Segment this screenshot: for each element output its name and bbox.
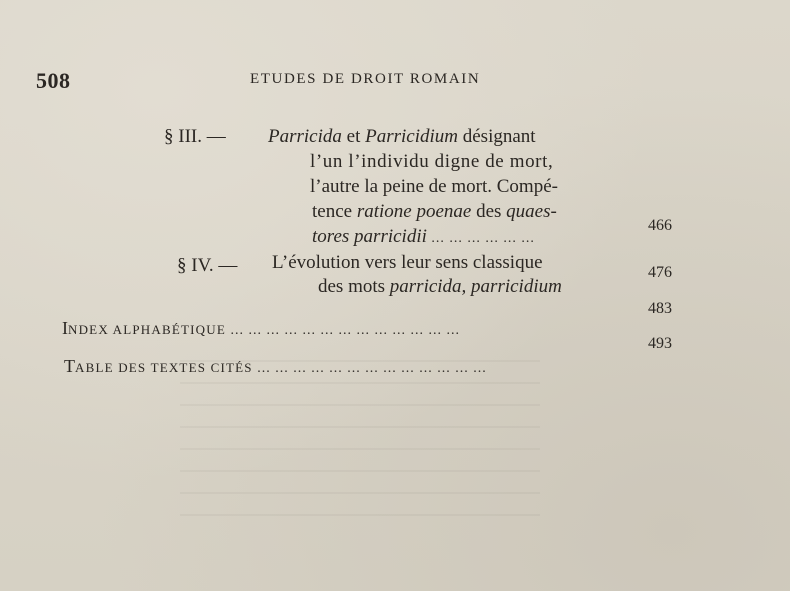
running-head: ETUDES DE DROIT ROMAIN (250, 71, 481, 87)
table-page: 493 (648, 335, 672, 352)
section-iv-line-2: des mots parricida, parricidium (318, 276, 562, 297)
section-iii-line-1: Parricida et Parricidium désignant (268, 126, 536, 147)
bleed-through-shadow (180, 360, 540, 520)
table-title: TABLE DES TEXTES CITÉS ... ... ... ... ... ... ... ... ... ... ... ... ... (64, 356, 487, 376)
section-iii-term-parricidium: Parricidium (365, 126, 458, 147)
section-iii-line-4: tence ratione poenae des quaes- (312, 201, 557, 222)
section-iii-term-parricida: Parricida (268, 126, 342, 147)
page-number: 508 (36, 68, 71, 93)
leader-dots: ... ... ... ... ... ... ... ... ... ... ... ... ... (225, 323, 460, 338)
section-iii-page: 466 (648, 217, 672, 234)
section-iii-line-5: tores parricidii ... ... ... ... ... ... (312, 226, 535, 247)
index-title: INDEX ALPHABÉTIQUE ... ... ... ... ... ... ... ... ... ... ... ... ... (62, 318, 460, 338)
section-iv-page: 476 (648, 264, 672, 281)
section-iii-line-2: l’un l’individu digne de mort, (310, 151, 554, 172)
section-iii-label: § III. — (164, 126, 226, 147)
leader-dots: ... ... ... ... ... ... ... ... ... ... ... ... ... (252, 361, 487, 376)
leader-dots: ... ... ... ... ... ... (426, 231, 535, 246)
index-page: 483 (648, 300, 672, 317)
section-iv-label: § IV. — (177, 255, 238, 276)
section-iii-line-3: l’autre la peine de mort. Compé- (310, 176, 558, 197)
section-iv-line-1: L’évolution vers leur sens classique (272, 252, 543, 273)
